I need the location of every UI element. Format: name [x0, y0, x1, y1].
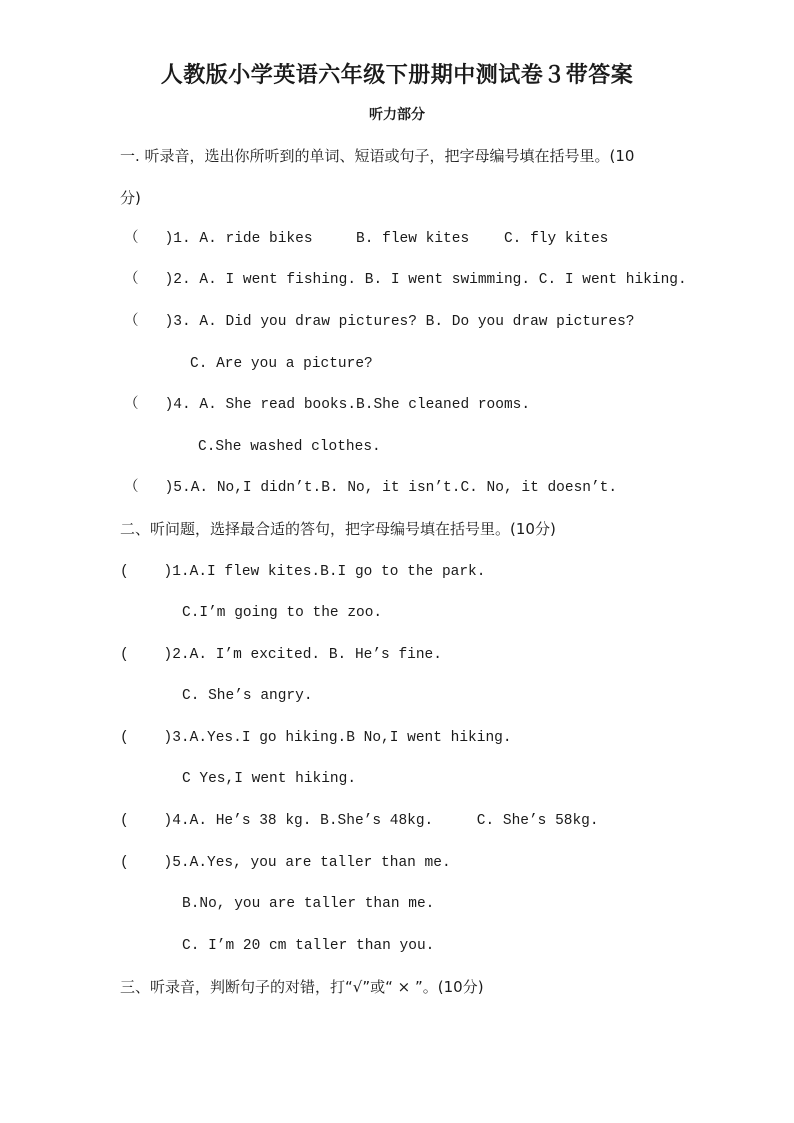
question-2-2-option-c: C. She’s angry. [182, 688, 313, 704]
question-2-3-option-c: C Yes,I went hiking. [182, 771, 357, 787]
question-2-1: ( )1.A.I flew kites.B.I go to the park. [120, 564, 486, 580]
question-2-3: ( )3.A.Yes.I go hiking.B No,I went hiking. [120, 730, 512, 746]
listening-section-subtitle: 听力部分 [369, 107, 425, 123]
question-1-4: （ )4. A. She read books.B.She cleaned rooms. [124, 397, 531, 413]
question-2-1-option-c: C.I’m going to the zoo. [182, 605, 383, 621]
question-2-2: ( )2.A. I’m excited. B. He’s fine. [120, 647, 442, 663]
question-1-1: （ )1. A. ride bikes B. flew kites C. fly kites [124, 231, 609, 247]
question-2-5-option-c: C. I’m 20 cm taller than you. [182, 938, 435, 954]
section-1-heading-cont: 分) [120, 189, 141, 207]
question-1-5: （ )5.A. No,I didn’t.B. No, it isn’t.C. No, it doesn’t. [124, 480, 618, 496]
question-1-3: （ )3. A. Did you draw pictures? B. Do you draw pictures? [124, 314, 635, 330]
section-3-heading: 三、听录音，判断句子的对错，打“√”或“ × ”。(10分) [120, 978, 484, 996]
question-2-5: ( )5.A.Yes, you are taller than me. [120, 855, 451, 871]
question-1-3-option-c: C. Are you a picture? [190, 356, 373, 372]
question-2-4: ( )4.A. He’s 38 kg. B.She’s 48kg. C. She’s 58kg. [120, 813, 599, 829]
document-title: 人教版小学英语六年级下册期中测试卷３带答案 [160, 63, 634, 88]
section-2-heading: 二、听问题，选择最合适的答句，把字母编号填在括号里。(10分) [120, 520, 556, 538]
section-1-heading: 一. 听录音，选出你所听到的单词、短语或句子，把字母编号填在括号里。(10 [120, 147, 635, 165]
question-2-5-option-b: B.No, you are taller than me. [182, 896, 435, 912]
question-1-4-option-c: C.She washed clothes. [198, 439, 381, 455]
question-1-2: （ )2. A. I went fishing. B. I went swimming. C. I went hiking. [124, 272, 687, 288]
